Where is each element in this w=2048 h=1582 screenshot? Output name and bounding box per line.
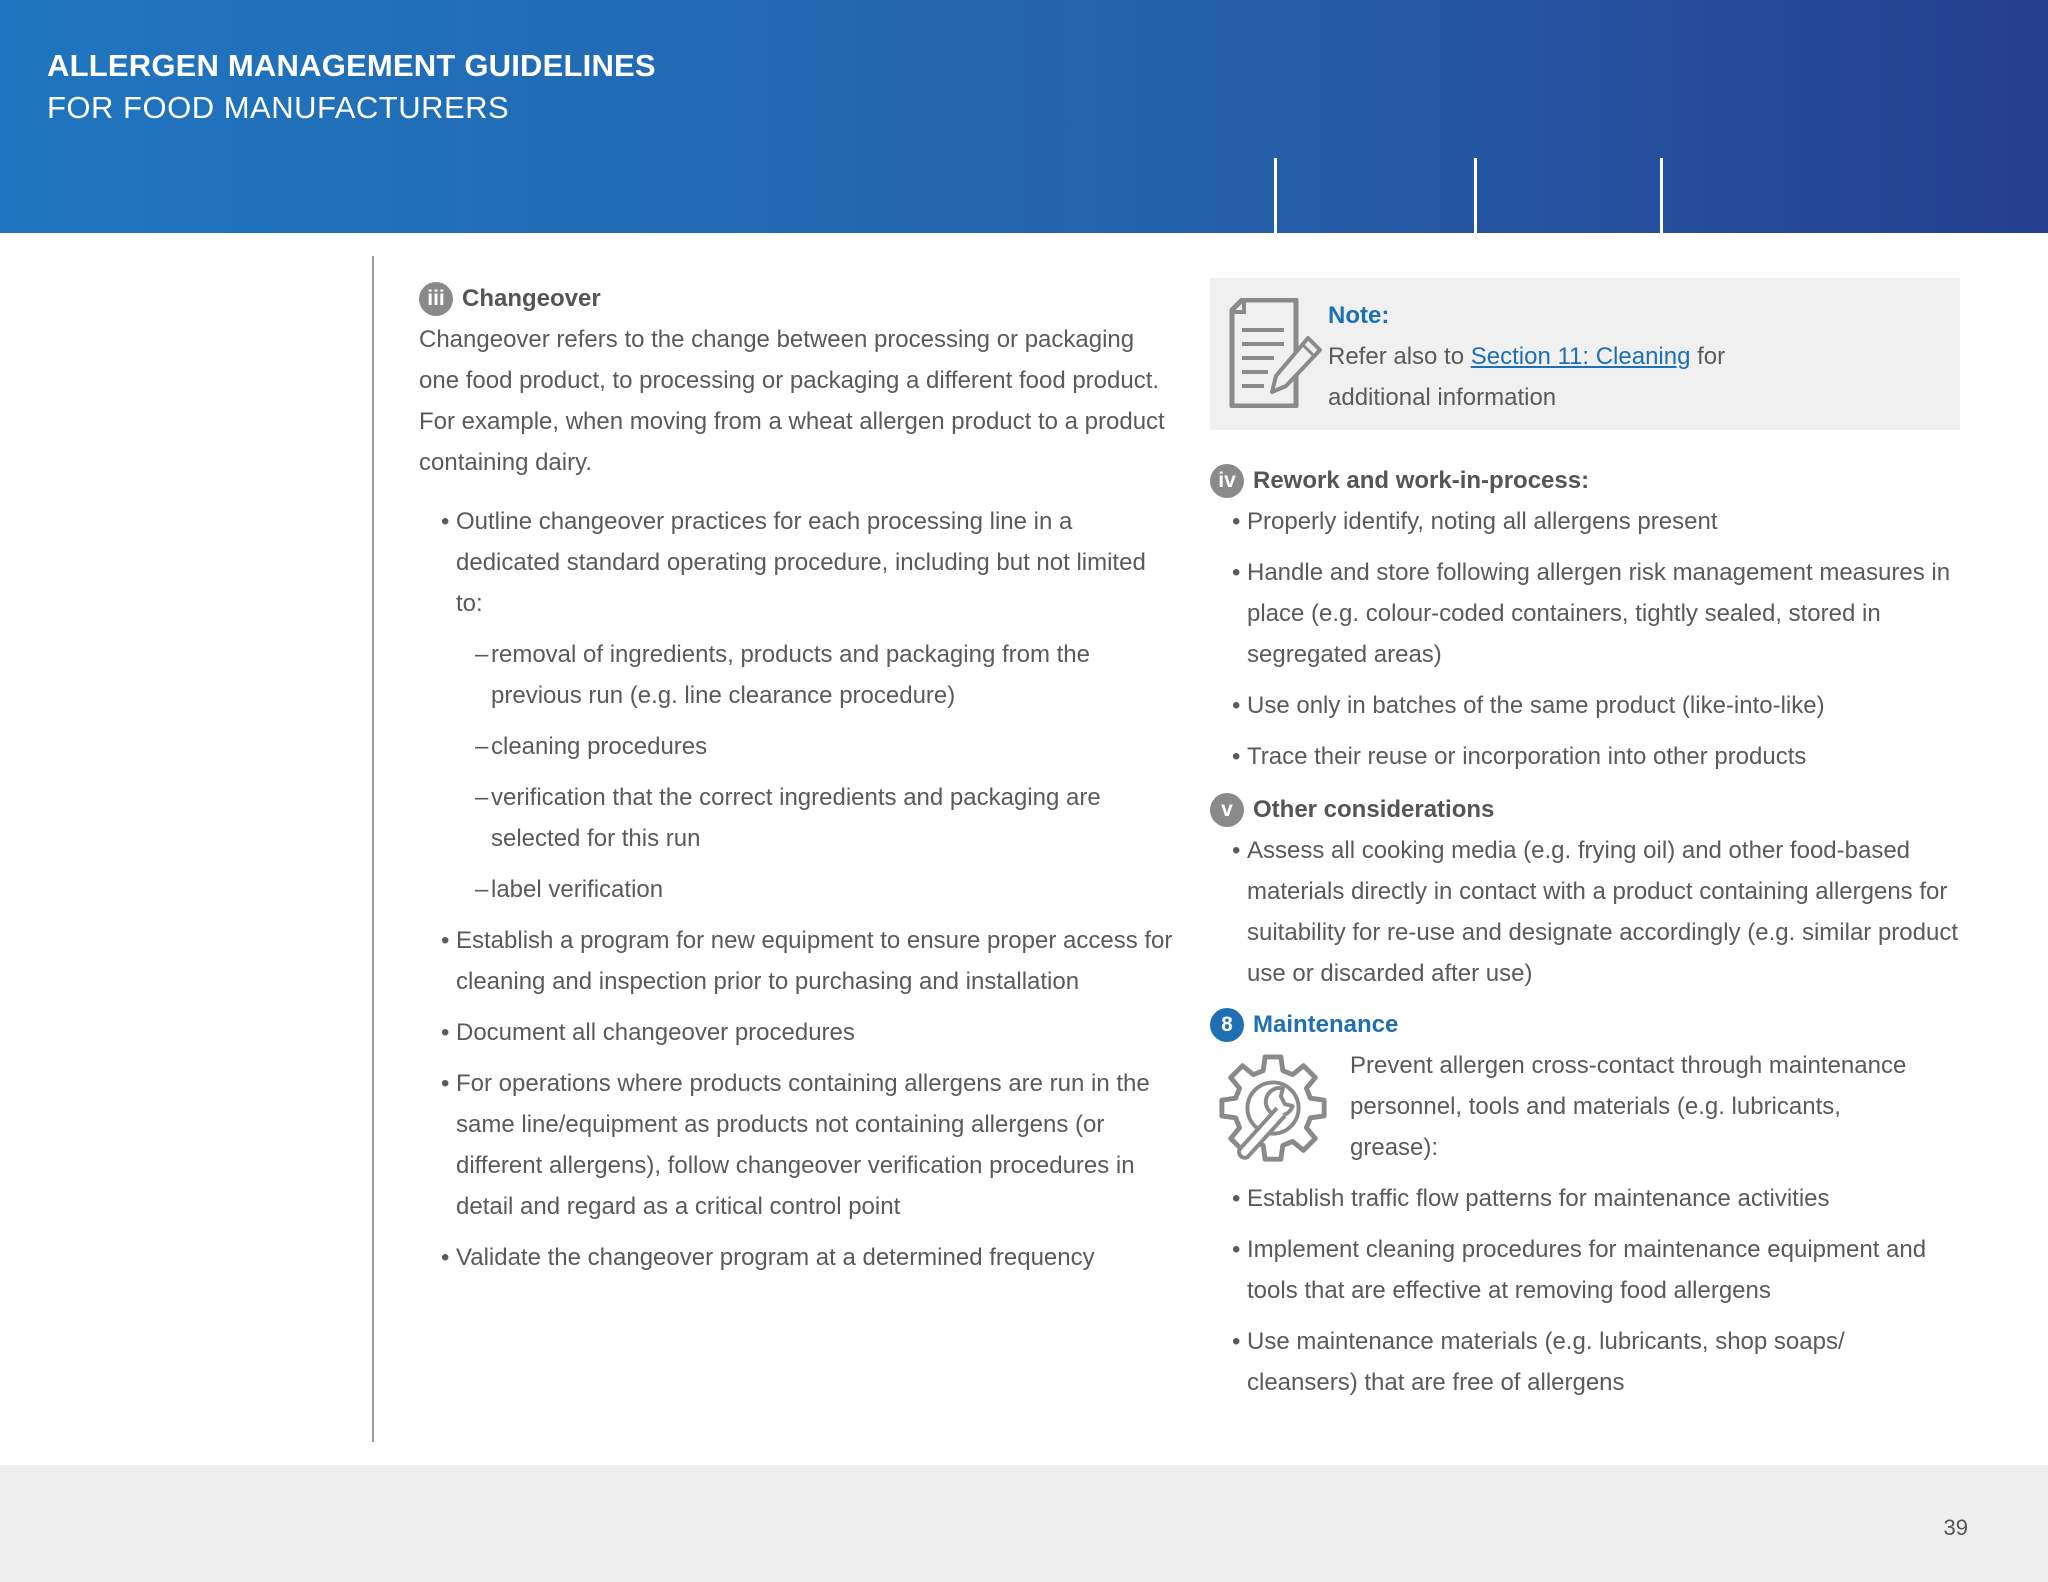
section-number-badge: v [1210,793,1244,827]
section-title: Other considerations [1253,796,1495,823]
section-heading-other [1210,789,1960,830]
page-footer [0,1465,2048,1582]
document-pencil-icon [1228,298,1324,408]
list-item: • Use only in batches of the same product (like-into-like) [1210,685,1960,726]
left-column [419,278,1174,1288]
changeover-sub-list [419,634,1174,910]
page-number: 39 [1943,1515,1968,1540]
other-bullets [1210,830,1960,994]
note-box [1210,278,1960,430]
list-item: • Handle and store following allergen risk management measures in place (e.g. colour-coded containers, tightly sealed, stored in segregated areas) [1210,552,1960,675]
page-header [0,0,2048,233]
changeover-bullets [419,501,1174,1278]
list-item: • Establish a program for new equipment to ensure proper access for cleaning and inspection prior to purchasing and installation [419,920,1174,1002]
list-item: • Validate the changeover program at a determined frequency [419,1237,1174,1278]
column-rule [372,256,374,1442]
list-item: – label verification [419,869,1174,910]
maintenance-bullets [1210,1178,1960,1403]
list-item: • Document all changeover procedures [419,1012,1174,1053]
list-item: – cleaning procedures [419,726,1174,767]
section-heading-rework [1210,460,1960,501]
gear-wrench-icon [1214,1051,1332,1169]
section-heading-maintenance [1210,1004,1960,1045]
maintenance-intro: Prevent allergen cross-contact through maintenance personnel, tools and materials (e.g. lubricants, grease): [1350,1052,1907,1161]
bullet-text: Outline changeover practices for each processing line in a dedicated standard operating procedure, including but not limited to: [456,508,1146,617]
list-item: • Establish traffic flow patterns for maintenance activities [1210,1178,1960,1219]
changeover-intro: Changeover refers to the change between processing or packaging one food product, to processing or packaging a different food product. For example, when moving from a wheat allergen product to a product containing dairy. [419,326,1165,476]
list-item: • For operations where products containing allergens are run in the same line/equipment as products not containing allergens (or different allergens), follow changeover verification procedures in detail and regard as a critical control point [419,1063,1174,1227]
document-title: ALLERGEN MANAGEMENT GUIDELINES [47,48,656,83]
section-title: Rework and work-in-process: [1253,467,1590,494]
list-item: • Assess all cooking media (e.g. frying oil) and other food-based materials directly in contact with a product containing allergens for suitability for re-use and designate accordingly (e.g. similar product use or discarded after use) [1210,830,1960,994]
section-number-badge: 8 [1210,1008,1244,1042]
header-divider [1474,158,1477,233]
header-divider [1660,158,1663,233]
section-heading-changeover [419,278,1174,319]
list-item: – verification that the correct ingredients and packaging are selected for this run [419,777,1174,859]
section-number-badge: iii [419,282,453,316]
note-text: Refer also to [1328,343,1471,370]
document-subtitle: FOR FOOD MANUFACTURERS [47,90,510,125]
list-item: • Implement cleaning procedures for maintenance equipment and tools that are effective at removing food allergens [1210,1229,1960,1311]
list-item: • Properly identify, noting all allergens present [1210,501,1960,542]
note-text: for additional information [1328,343,1726,411]
list-item: – removal of ingredients, products and packaging from the previous run (e.g. line clearance procedure) [419,634,1174,716]
right-column [1210,278,1960,1413]
list-item: • Use maintenance materials (e.g. lubricants, shop soaps/ cleansers) that are free of allergens [1210,1321,1960,1403]
maintenance-intro-block [1210,1045,1960,1168]
note-body [1328,336,1808,418]
list-item [419,501,1174,910]
list-item: • Trace their reuse or incorporation into other products [1210,736,1960,777]
rework-bullets [1210,501,1960,777]
section-title: Maintenance [1253,1011,1399,1038]
section-link[interactable]: Section 11: Cleaning [1470,343,1691,370]
note-title: Note: [1328,302,1390,329]
header-divider [1274,158,1277,233]
section-number-badge: iv [1210,464,1244,498]
section-title: Changeover [462,285,601,312]
